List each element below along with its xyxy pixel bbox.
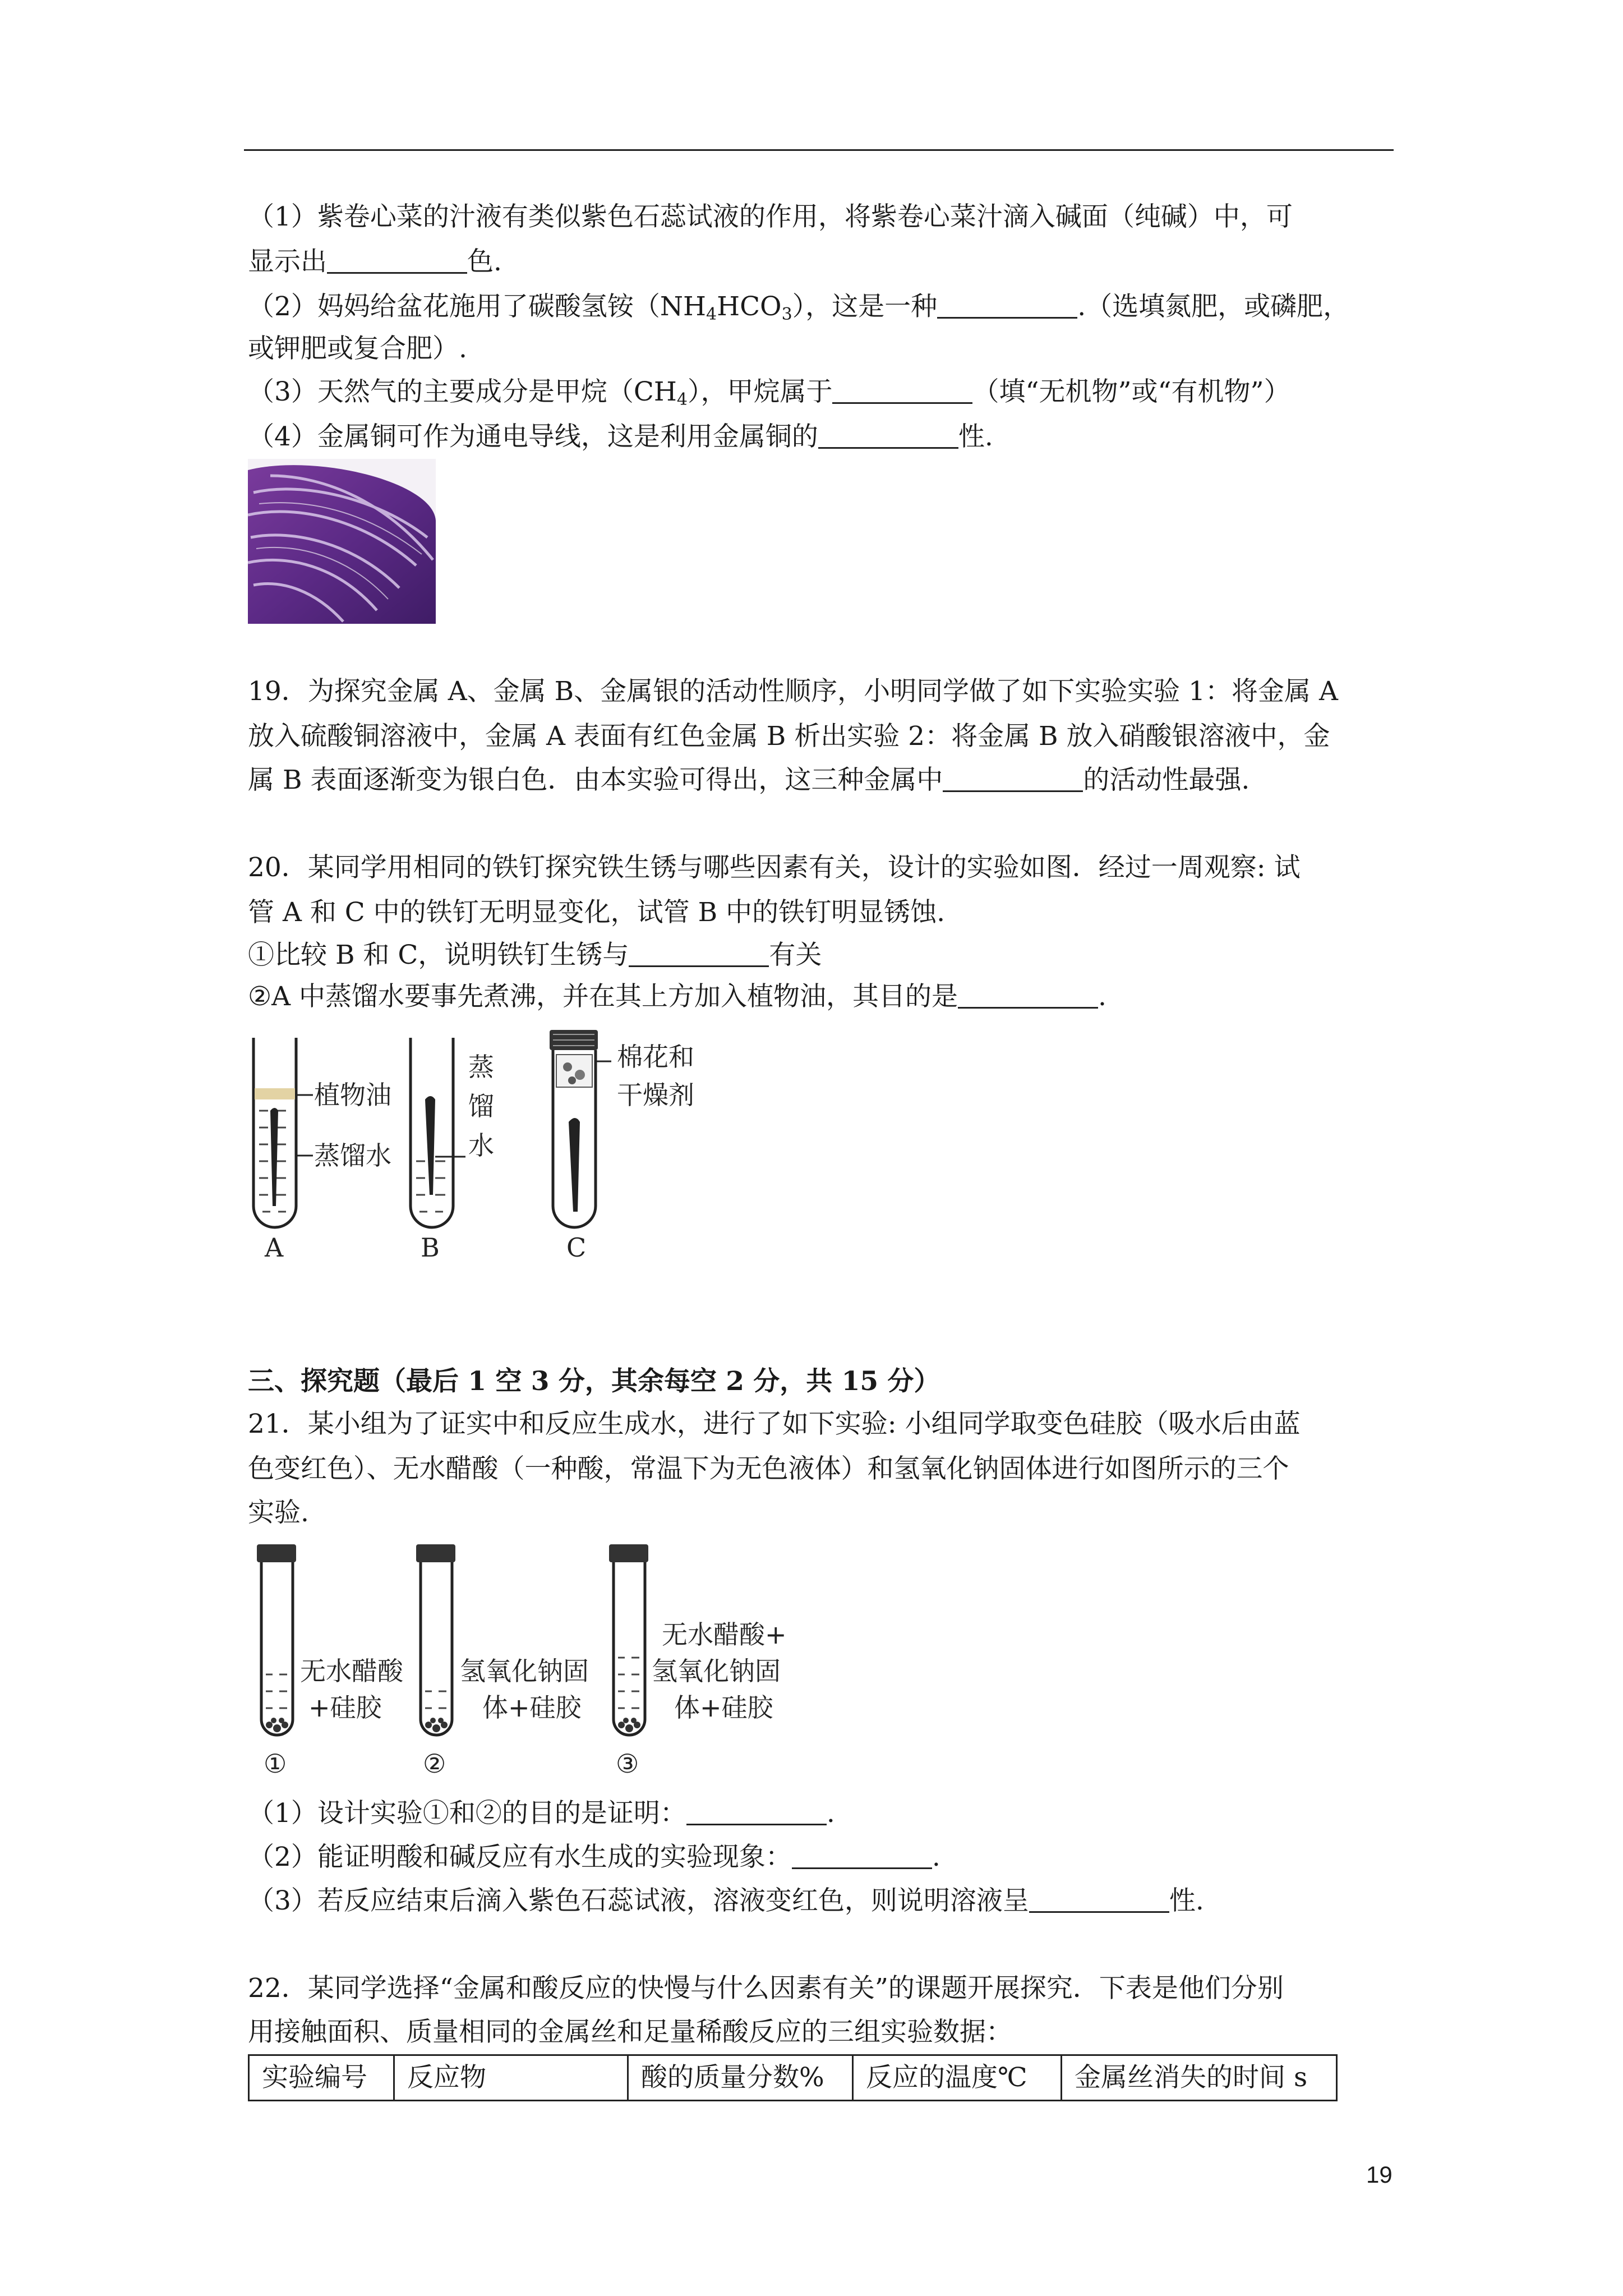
label-tube-c: C [566, 1232, 587, 1263]
q18-line-2: 显示出 色. [248, 240, 502, 284]
label-distilled-3: 水 [468, 1130, 494, 1161]
answer-blank[interactable] [629, 936, 769, 967]
label-tube-b: B [421, 1232, 440, 1263]
label-tube1-line1: 无水醋酸 [300, 1656, 403, 1686]
table-header-cell: 反应的温度℃ [853, 2055, 1062, 2101]
label-tube-a: A [265, 1232, 284, 1263]
table-header-cell: 反应物 [394, 2055, 628, 2101]
q18-line-4: 或钾肥或复合肥）. [248, 333, 467, 364]
experiment-data-table [248, 2054, 1338, 2101]
label-tube-1: ① [264, 1749, 287, 1779]
q20-line-4: ②A 中蒸馏水要事先煮沸，并在其上方加入植物油，其目的是 . [248, 975, 1106, 1019]
test-tube-c [550, 1030, 611, 1227]
label-cotton-desiccant-2: 干燥剂 [617, 1080, 694, 1110]
test-tube-1 [257, 1544, 296, 1735]
q19-line-2: 放入硫酸铜溶液中，金属 A 表面有红色金属 B 析出实验 2：将金属 B 放入硝酸银溶液中，金 [248, 721, 1330, 752]
label-cotton-desiccant-1: 棉花和 [617, 1042, 694, 1072]
neutralization-experiment-figure [247, 1540, 808, 1787]
answer-blank[interactable] [818, 418, 958, 449]
test-tube-3 [609, 1544, 648, 1735]
label-tube-2: ② [423, 1749, 446, 1779]
q18-line-3: （2）妈妈给盆花施用了碳酸氢铵$(NH_4HCO_3)$，这是一种 .（选填氮肥，或磷肥， [248, 285, 1349, 329]
q18-line-6: （4）金属铜可作为通电导线，这是利用金属铜的 性. [248, 415, 993, 459]
answer-blank[interactable] [686, 1795, 827, 1825]
label-tube3-line2: 氢氧化钠固 [652, 1656, 781, 1686]
label-tube3-line3: 体+硅胶 [674, 1692, 773, 1723]
q21-line-2: 色变红色）、无水醋酸（一种酸，常温下为无色液体）和氢氧化钠固体进行如图所示的三个 [248, 1453, 1289, 1484]
q21-part-1: （1）设计实验①和②的目的是证明： . [248, 1792, 835, 1835]
page-number: 19 [1366, 2161, 1393, 2188]
answer-blank[interactable] [1029, 1882, 1169, 1913]
q19-line-1: 19．为探究金属 A、金属 B、金属银的活动性顺序，小明同学做了如下实验实验 1：将金属 A [248, 676, 1338, 707]
table-header-row [249, 2055, 1337, 2101]
q21-part-2: （2）能证明酸和碱反应有水生成的实验现象： . [248, 1835, 940, 1879]
label-tube2-line1: 氢氧化钠固 [460, 1656, 589, 1686]
section-heading-3: 三、探究题（最后 1 空 3 分，其余每空 2 分，共 15 分） [248, 1366, 940, 1397]
q22-line-1: 22．某同学选择“金属和酸反应的快慢与什么因素有关”的课题开展探究．下表是他们分别 [248, 1973, 1284, 2004]
q21-part-3: （3）若反应结束后滴入紫色石蕊试液，溶液变红色，则说明溶液呈 性. [248, 1879, 1204, 1923]
answer-blank[interactable] [958, 978, 1098, 1009]
label-distilled-water: 蒸馏水 [314, 1140, 391, 1171]
label-vegetable-oil: 植物油 [314, 1080, 391, 1110]
q18-line-5: （3）天然气的主要成分是甲烷$(CH_4)$，甲烷属于 （填“无机物”或“有机物”） [248, 370, 1290, 414]
answer-blank[interactable] [943, 761, 1083, 792]
q22-line-2: 用接触面积、质量相同的金属丝和足量稀酸反应的三组实验数据： [248, 2017, 1012, 2047]
q20-line-3: ①比较 B 和 C，说明铁钉生锈与 有关 [248, 933, 822, 977]
label-distilled-2: 馏 [468, 1091, 494, 1121]
answer-blank[interactable] [832, 373, 972, 404]
label-tube-3: ③ [616, 1749, 639, 1779]
q20-line-2: 管 A 和 C 中的铁钉无明显变化，试管 B 中的铁钉明显锈蚀. [248, 897, 946, 928]
q18-line-1: （1）紫卷心菜的汁液有类似紫色石蕊试液的作用，将紫卷心菜汁滴入碱面（纯碱）中，可 [248, 201, 1293, 232]
test-tube-a [253, 1038, 313, 1227]
label-tube2-line2: 体+硅胶 [482, 1692, 582, 1723]
label-tube1-line2: +硅胶 [308, 1692, 382, 1723]
answer-blank[interactable] [792, 1838, 932, 1869]
purple-cabbage-image [248, 459, 436, 624]
q21-line-3: 实验. [248, 1497, 309, 1528]
table-header-cell: 金属丝消失的时间 s [1062, 2055, 1337, 2101]
answer-blank[interactable] [327, 243, 467, 274]
answer-blank[interactable] [937, 288, 1077, 319]
test-tube-b [411, 1038, 465, 1227]
table-header-cell: 酸的质量分数% [628, 2055, 853, 2101]
nail-rust-experiment-figure [241, 1027, 746, 1268]
q19-line-3: 属 B 表面逐渐变为银白色．由本实验可得出，这三种金属中 的活动性最强. [248, 758, 1249, 802]
label-tube3-line1: 无水醋酸+ [662, 1619, 787, 1650]
header-rule [244, 149, 1394, 151]
label-distilled-1: 蒸 [468, 1052, 494, 1082]
q21-line-1: 21．某小组为了证实中和反应生成水，进行了如下实验: 小组同学取变色硅胶（吸水后由蓝 [248, 1409, 1301, 1439]
test-tube-2 [416, 1544, 455, 1735]
q20-line-1: 20．某同学用相同的铁钉探究铁生锈与哪些因素有关，设计的实验如图．经过一周观察: 试 [248, 852, 1301, 883]
table-header-cell: 实验编号 [249, 2055, 394, 2101]
